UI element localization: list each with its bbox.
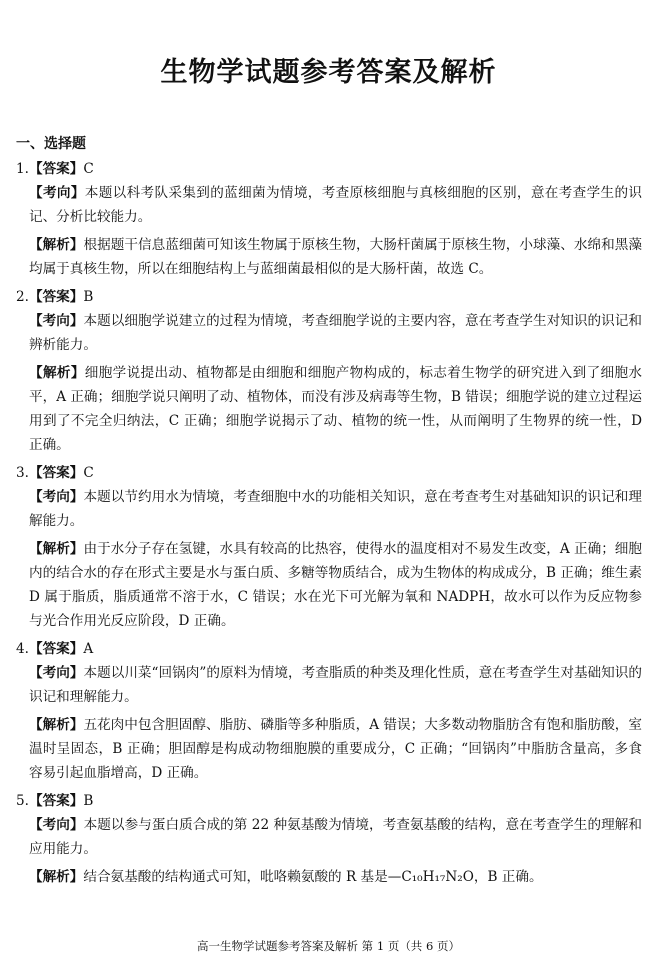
answer-tag: 【答案】 xyxy=(28,641,84,657)
analysis-tag: 【解析】 xyxy=(29,365,85,381)
answer-line xyxy=(16,789,642,813)
analysis-text: 由于水分子存在氢键，水具有较高的比热容，使得水的温度相对不易发生改变，A 正确；细胞内的结合水的存在形式主要是水与蛋白质、多糖等物质结合，成为生物体的构成成分，B 正确；维生素 D 属于脂质，脂质通常不溶于水，C 错误；水在光下可光解为氧和 NADPH，故水可以作为反应物参与光合作用光反应阶段，D 正确。 xyxy=(29,541,643,629)
question-item xyxy=(16,285,642,457)
answer-value: A xyxy=(83,641,94,657)
analysis-paragraph xyxy=(16,537,642,633)
page-footer: 高一生物学试题参考答案及解析 第 1 页（共 6 页） xyxy=(197,939,460,953)
focus-tag: 【考向】 xyxy=(29,185,85,201)
focus-text: 本题以川菜“回锅肉”的原料为情境，考查脂质的种类及理化性质，意在考查学生对基础知识的识记和理解能力。 xyxy=(29,665,642,705)
analysis-paragraph xyxy=(16,233,642,281)
question-number: 4. xyxy=(16,641,29,657)
question-item xyxy=(16,157,642,281)
question-item xyxy=(16,461,642,633)
focus-text: 本题以参与蛋白质合成的第 22 种氨基酸为情境，考查氨基酸的结构，意在考查学生的理解和应用能力。 xyxy=(29,817,643,857)
answer-value: B xyxy=(83,793,94,809)
answer-line xyxy=(16,157,642,181)
answer-line xyxy=(16,461,642,485)
answer-line xyxy=(16,285,642,309)
analysis-tag: 【解析】 xyxy=(29,541,84,557)
focus-text: 本题以节约用水为情境，考查细胞中水的功能相关知识，意在考查考生对基础知识的识记和理解能力。 xyxy=(29,489,643,529)
focus-paragraph xyxy=(16,485,642,533)
analysis-tag: 【解析】 xyxy=(29,717,84,733)
focus-text: 本题以细胞学说建立的过程为情境，考查细胞学说的主要内容，意在考查学生对知识的识记和辨析能力。 xyxy=(29,313,643,353)
question-number: 1. xyxy=(16,161,29,177)
focus-paragraph xyxy=(16,309,642,357)
answer-value: C xyxy=(83,161,94,177)
analysis-text: 根据题干信息蓝细菌可知该生物属于原核生物，大肠杆菌属于原核生物，小球藻、水绵和黑藻均属于真核生物，所以在细胞结构上与蓝细菌最相似的是大肠杆菌，故选 C。 xyxy=(29,237,643,277)
focus-tag: 【考向】 xyxy=(29,489,84,505)
analysis-paragraph xyxy=(16,713,642,785)
analysis-text: 细胞学说提出动、植物都是由细胞和细胞产物构成的，标志着生物学的研究进入到了细胞水平，A 正确；细胞学说只阐明了动、植物体，而没有涉及病毒等生物，B 错误；细胞学说的建立过程运用到了不完全归纳法，C 正确；细胞学说揭示了动、植物的统一性，从而阐明了生物界的统一性，D 正确。 xyxy=(29,365,643,453)
focus-text: 本题以科考队采集到的蓝细菌为情境，考查原核细胞与真核细胞的区别，意在考查学生的识记、分析比较能力。 xyxy=(29,185,643,225)
answer-line xyxy=(16,637,642,661)
analysis-tag: 【解析】 xyxy=(29,237,84,253)
answer-value: B xyxy=(83,289,94,305)
question-item xyxy=(16,637,642,785)
focus-paragraph xyxy=(16,813,642,861)
question-number: 5. xyxy=(16,793,29,809)
analysis-tag: 【解析】 xyxy=(29,869,84,885)
focus-tag: 【考向】 xyxy=(29,817,84,833)
answer-tag: 【答案】 xyxy=(28,161,84,177)
section-heading: 一、选择题 xyxy=(16,136,86,152)
question-list xyxy=(16,157,642,893)
analysis-paragraph xyxy=(16,361,642,457)
page-title: 生物学试题参考答案及解析 xyxy=(160,57,497,88)
question-number: 3. xyxy=(16,465,29,481)
question-item xyxy=(16,789,642,889)
analysis-paragraph xyxy=(16,865,642,889)
answer-tag: 【答案】 xyxy=(28,793,84,809)
analysis-text: 结合氨基酸的结构通式可知，吡咯赖氨酸的 R 基是—C₁₀H₁₇N₂O，B 正确。 xyxy=(83,869,543,885)
question-number: 2. xyxy=(16,289,29,305)
focus-paragraph xyxy=(16,181,642,229)
focus-tag: 【考向】 xyxy=(29,665,84,681)
answer-value: C xyxy=(83,465,94,481)
analysis-text: 五花肉中包含胆固醇、脂肪、磷脂等多种脂质，A 错误；大多数动物脂肪含有饱和脂肪酸，室温时呈固态，B 正确；胆固醇是构成动物细胞膜的重要成分，C 正确；“回锅肉”中脂肪含量高，多食容易引起血脂增高，D 正确。 xyxy=(29,717,643,781)
focus-paragraph xyxy=(16,661,642,709)
answer-tag: 【答案】 xyxy=(28,465,84,481)
focus-tag: 【考向】 xyxy=(29,313,84,329)
answer-tag: 【答案】 xyxy=(28,289,84,305)
